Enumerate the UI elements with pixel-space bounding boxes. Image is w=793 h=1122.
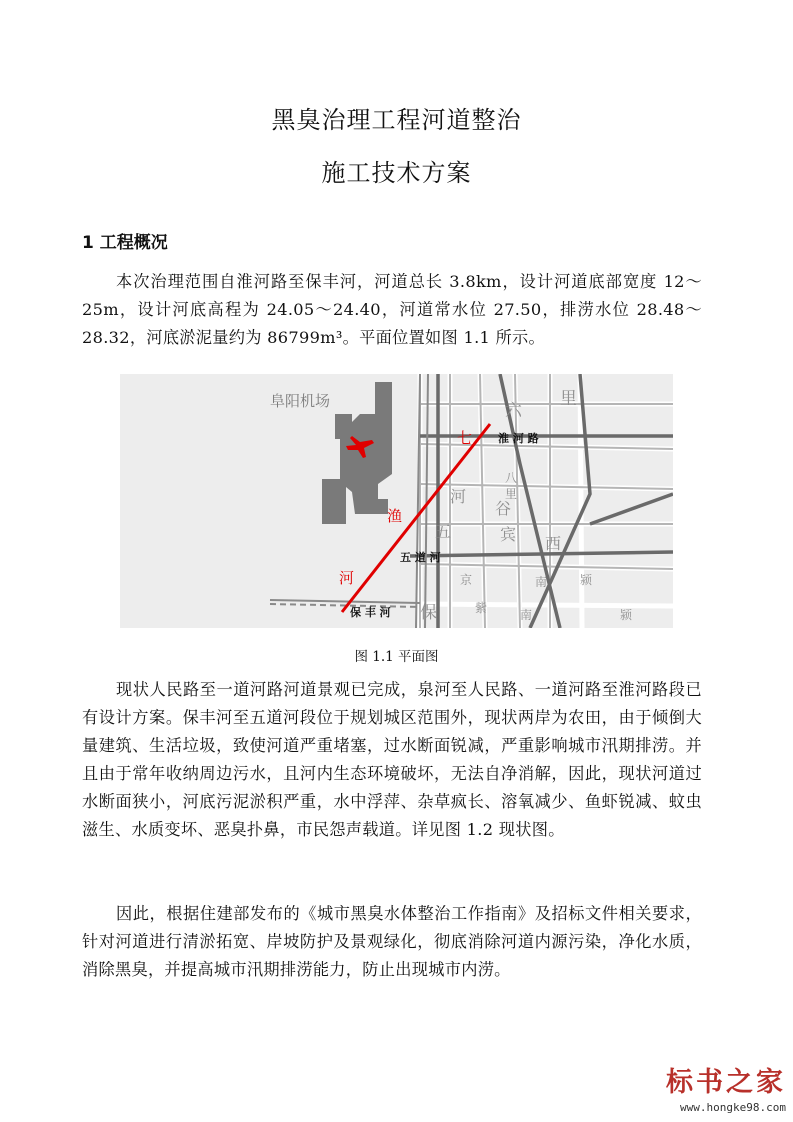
place-label: 里 — [560, 389, 577, 409]
brand-url: www.hongke98.com — [680, 1101, 786, 1114]
place-label: 南 — [535, 575, 548, 589]
place-label: 颍 — [580, 573, 593, 587]
brand-name: 标书之家 — [666, 1067, 786, 1098]
airport-label: 阜阳机场 — [270, 392, 331, 410]
paragraph-measures: 因此，根据住建部发布的《城市黑臭水体整治工作指南》及招标文件相关要求，针对河道进行清淤拓宽、岸坡防护及景观绿化，彻底消除河道内源污染，净化水质，消除黑臭，并提高城市汛期排涝能力，防止出现城市内涝。 — [82, 904, 702, 979]
figure-caption: 图 1.1 平面图 — [354, 649, 439, 665]
place-label: 里 — [505, 487, 518, 501]
place-label: 西 — [545, 534, 562, 553]
road-label-huaihe: 淮 河 路 — [498, 432, 539, 445]
place-label: 颍 — [620, 608, 633, 622]
river-char-qi: 七 — [457, 429, 473, 447]
place-label: 谷 — [495, 499, 512, 518]
place-label: 保 — [420, 603, 437, 623]
site-plan-figure — [120, 374, 673, 628]
brand-watermark — [636, 1060, 786, 1114]
place-label: 南 — [520, 608, 533, 622]
road-label-baofeng: 保 丰 河 — [350, 606, 391, 619]
place-label: 京 — [460, 573, 473, 587]
place-label: 宾 — [500, 525, 517, 544]
place-label: 八 — [505, 471, 518, 485]
paragraph-overview: 本次治理范围自淮河路至保丰河，河道总长 3.8km，设计河道底部宽度 12～25m，设计河底高程为 24.05～24.40，河道常水位 27.50，排涝水位 28.48～28.32，河底淤泥量约为 86799m³。平面位置如图 1.1 所示。 — [82, 272, 702, 347]
river-char-he: 河 — [339, 569, 355, 587]
site-plan-map — [120, 374, 673, 628]
place-label: 河 — [450, 487, 467, 506]
place-label: 五 — [435, 522, 452, 541]
road-label-wudao: 五 道 河 — [400, 551, 441, 564]
paragraph-current-status: 现状人民路至一道河路河道景观已完成，泉河至人民路、一道河路至淮河路段已有设计方案。保丰河至五道河段位于规划城区范围外，现状两岸为农田，由于倾倒大量建筑、生活垃圾，致使河道严重堵塞，过水断面锐减，严重影响城市汛期排涝。并且由于常年收纳周边污水，且河内生态环境破坏，无法自净消解，因此，现状河道过水断面狭小，河底污泥淤积严重，水中浮萍、杂草疯长、溶氧减少、鱼虾锐减、蚊虫滋生、水质变坏、恶臭扑鼻，市民怨声载道。详见图 1.2 现状图。 — [82, 680, 702, 839]
document-title-line1: 黑臭治理工程河道整治 — [271, 106, 522, 134]
place-label: 六 — [505, 401, 522, 421]
river-char-yu: 渔 — [387, 507, 403, 525]
section-heading: 1 工程概况 — [82, 233, 168, 253]
place-label: 紫 — [475, 601, 488, 615]
document-title-line2: 施工技术方案 — [321, 159, 472, 187]
